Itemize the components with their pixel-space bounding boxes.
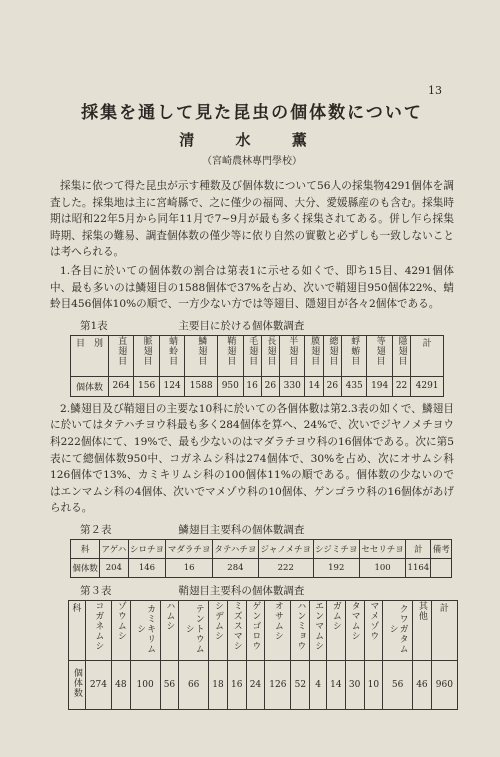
table1-header-cell — [323, 335, 341, 376]
table3-header-cell-text: クワガタムシ — [387, 603, 408, 654]
table3-header-cell — [209, 600, 228, 660]
table1-header-cell-text: 半翅目 — [287, 335, 298, 366]
table1-number: 第1表 — [80, 319, 108, 332]
table3-header-cell — [413, 600, 432, 660]
table2-value-cell: 146 — [128, 558, 166, 577]
table1-value-cell: 330 — [280, 376, 305, 396]
table3-header-cell — [179, 600, 209, 660]
table1-header-cell-text: 直翅目 — [116, 335, 127, 366]
table3-row-label: 科 — [69, 600, 86, 660]
table3-header-cell-text: タマムシ — [349, 600, 360, 641]
table2-total-cell: 1164 — [406, 558, 431, 577]
table2-header-row — [71, 539, 452, 558]
table2-count-label: 個体数 — [71, 558, 100, 577]
table3-value-cell: 16 — [227, 660, 246, 709]
table1-header-cell-text: 隱翅目 — [396, 335, 407, 366]
table1-header-cell — [261, 335, 279, 376]
table3-header-cell-text: ミズスマシ — [231, 600, 242, 651]
table1-header-cell — [218, 335, 243, 376]
order-paragraph: 1.各目に於いての個体数の割合は第表1に示せる如くで、即ち15目、4291個体中、最も多いのは鱗翅目の1588個体で37%を占め、次いで鞘翅目950個体22%、蜻蛉目456個体10%の順で、一方少ない方では等翅目、隱翅目が各々2個体である。 — [50, 264, 454, 311]
family-paragraph: 2.鱗翅目及び鞘翅目の主要な10科に於いての各個体數は第2.3表の如くで、鱗翅目に於いてはタテハチヨウ科最も多く284個体を算へ、24%で、次いでジヤノメチヨウ科222個体にて、19%で、最も少ないのはマダラチヨウ科の16個体である。次に第5表にて總個体数950中、コガネムシ科は274個体で、30%を占め、次にオサムシ科126個体で13%、カミキリムシ科の100個体11%の順である。個体数の少ないのではエンマムシ科の4個体、次いでマメゾウ科の10個体、ゲンゴラウ科の16個体があげられる。 — [50, 402, 454, 515]
table3-header-cell — [291, 600, 310, 660]
table2-row-label: 科 — [71, 539, 100, 558]
table3-value-cell: 30 — [345, 660, 364, 709]
table3-header-cell — [160, 600, 179, 660]
table3-header-cell-text: シデムシ — [212, 600, 223, 641]
table2-value-cell: 100 — [359, 558, 405, 577]
table3-header-cell — [265, 600, 291, 660]
table2-note-cell — [431, 558, 452, 577]
table1-header-cell-text: 膜翅目 — [309, 335, 320, 366]
table3-value-cell: 66 — [179, 660, 209, 709]
intro-paragraph: 採集に依つて得た昆虫が示す種数及び個体数について56人の採集物4291個体を調査した。採集地は主に宮崎縣で、之に僅少の福岡、大分、愛媛縣産のも含む。採集時期は昭和22年5月から同年11月で7~9月が最も多く採集されてある。併し乍ら採集時期、採集の難易、調査個体数の僅少等に依り自然の實數と必ずしも一致しないことは考へられる。 — [50, 180, 454, 259]
table3-value-cell: 14 — [327, 660, 346, 709]
table1-header-cell — [280, 335, 305, 376]
table2-total-header: 計 — [406, 539, 431, 558]
table2-header-cell: マダラチヨ — [166, 539, 213, 558]
table1-value-cell: 435 — [341, 376, 366, 396]
table2-note-header: 備考 — [431, 539, 452, 558]
table3-header-cell-text: ハムシ — [164, 600, 175, 631]
table3-header-cell — [246, 600, 265, 660]
table1-header-cell — [392, 335, 410, 376]
table3-value-cell: 52 — [291, 660, 310, 709]
table1-caption — [80, 318, 454, 333]
table1-header-cell-text: 毛翅目 — [247, 335, 258, 366]
table2-header-cell: シジミチヨ — [313, 539, 359, 558]
table1-value-cell: 264 — [108, 376, 133, 396]
table3-header-cell-text: コガネムシ — [93, 600, 104, 651]
table3-header-cell-text: カミキリムシ — [135, 603, 156, 654]
table3 — [68, 600, 458, 710]
table3-header-cell-text: ゾウムシ — [115, 600, 126, 641]
table3-header-cell-text: マメゾウ — [368, 600, 379, 641]
table1-header-cell-text: 蜻蛉目 — [167, 335, 178, 366]
table1-value-cell: 156 — [134, 376, 159, 396]
article-title: 採集を通して見た昆虫の個体数について — [81, 103, 423, 123]
table3-count-label-text: 個体数 — [71, 668, 82, 699]
table3-value-cell: 56 — [160, 660, 179, 709]
table3-header-cell-text: テントウムシ — [183, 603, 204, 654]
table3-header-cell — [327, 600, 346, 660]
table1-header-cell — [159, 335, 184, 376]
table3-header-cell — [364, 600, 383, 660]
table3-header-cell — [383, 600, 413, 660]
table3-number: 第３表 — [80, 584, 112, 597]
table3-header-cell-text: エンマムシ — [313, 600, 324, 651]
table3-value-cell: 46 — [413, 660, 432, 709]
table3-value-cell: 4 — [310, 660, 327, 709]
table1-header-cell — [341, 335, 366, 376]
table3-title: 鞘翅目主要科の個体數調査 — [178, 584, 305, 597]
table1-header-cell-text: 總翅目 — [327, 335, 338, 366]
table2-header-cell: タテハチヨ — [212, 539, 258, 558]
table1-header-cell-text: 脈翅目 — [141, 335, 152, 366]
table1-header-cell-text: 等翅目 — [374, 335, 385, 366]
table1-header-row — [71, 335, 444, 376]
table1-header-cell — [185, 335, 218, 376]
table1-value-cell: 194 — [367, 376, 392, 396]
table3-value-cell: 126 — [265, 660, 291, 709]
table1-count-label: 個体数 — [71, 376, 109, 396]
table3-value-cell: 24 — [246, 660, 265, 709]
table2-value-cell: 204 — [100, 558, 128, 577]
author-affiliation: （宮崎農林專門學校） — [202, 156, 302, 167]
table2-value-cell: 16 — [166, 558, 213, 577]
table1-header-cell-text: 鞘翅目 — [225, 335, 236, 366]
table3-header-cell — [85, 600, 111, 660]
table1-header-cell-text: 鱗翅目 — [196, 335, 207, 366]
table3-count-row — [69, 660, 458, 709]
table3-value-cell: 48 — [112, 660, 131, 709]
table3-header-cell-text: オサムシ — [272, 600, 283, 641]
page-number: 13 — [428, 84, 442, 97]
table2-header-cell: セセリチヨ — [359, 539, 405, 558]
table2-number: 第２表 — [80, 523, 112, 536]
table3-total-header: 計 — [431, 600, 457, 660]
table1-row-label: 目 別 — [71, 335, 109, 376]
table3-header-cell-text: ガムシ — [330, 600, 341, 631]
table1-value-cell: 26 — [323, 376, 341, 396]
table1-value-cell: 22 — [392, 376, 410, 396]
table3-count-label — [69, 660, 86, 709]
table1-value-cell: 14 — [305, 376, 323, 396]
table2-header-cell: ジャノメチヨ — [258, 539, 313, 558]
table1-header-cell — [134, 335, 159, 376]
table1-header-cell — [243, 335, 261, 376]
table1-value-cell: 16 — [243, 376, 261, 396]
table3-total-cell: 960 — [431, 660, 457, 709]
table1-header-cell-text: 蜉蝣目 — [349, 335, 360, 366]
table1-header-cell-text: 長翅目 — [265, 335, 276, 366]
table1-value-cell: 1588 — [185, 376, 218, 396]
table1-header-cell — [367, 335, 392, 376]
table3-value-cell: 274 — [85, 660, 111, 709]
table3-header-cell-text: ゲンゴロウ — [250, 600, 261, 651]
table3-value-cell: 100 — [130, 660, 160, 709]
table2-value-cell: 222 — [258, 558, 313, 577]
table3-value-cell: 10 — [364, 660, 383, 709]
table3-header-cell-text: 其他 — [416, 600, 427, 621]
table1-total-cell: 4291 — [411, 376, 444, 396]
table2-title: 鱗翅目主要科の個体數調査 — [178, 523, 305, 536]
table1-header-cell — [305, 335, 323, 376]
table3-header-cell — [310, 600, 327, 660]
table1-value-cell: 950 — [218, 376, 243, 396]
table2-value-cell: 192 — [313, 558, 359, 577]
table1-count-row — [71, 376, 444, 396]
table2-header-cell: シロチヨ — [128, 539, 166, 558]
table3-header-row — [69, 600, 458, 660]
table2 — [70, 539, 452, 578]
table3-caption — [80, 583, 454, 598]
table3-value-cell: 18 — [209, 660, 228, 709]
table3-header-cell — [227, 600, 246, 660]
table1-value-cell: 26 — [261, 376, 279, 396]
table3-value-cell: 56 — [383, 660, 413, 709]
table1-header-cell — [108, 335, 133, 376]
table1-value-cell: 124 — [159, 376, 184, 396]
table2-value-cell: 284 — [212, 558, 258, 577]
table2-caption — [80, 522, 454, 537]
table3-header-cell-text: ハンミョウ — [295, 600, 306, 651]
author-name: 清 水 薫 — [179, 131, 325, 149]
table3-header-cell — [112, 600, 131, 660]
table3-header-cell — [345, 600, 364, 660]
table1-title: 主要目に於ける個体數調査 — [178, 319, 305, 332]
table1 — [70, 335, 444, 397]
table2-header-cell: アゲハ — [100, 539, 128, 558]
table3-header-cell — [130, 600, 160, 660]
table2-count-row — [71, 558, 452, 577]
table1-total-header: 計 — [411, 335, 444, 376]
